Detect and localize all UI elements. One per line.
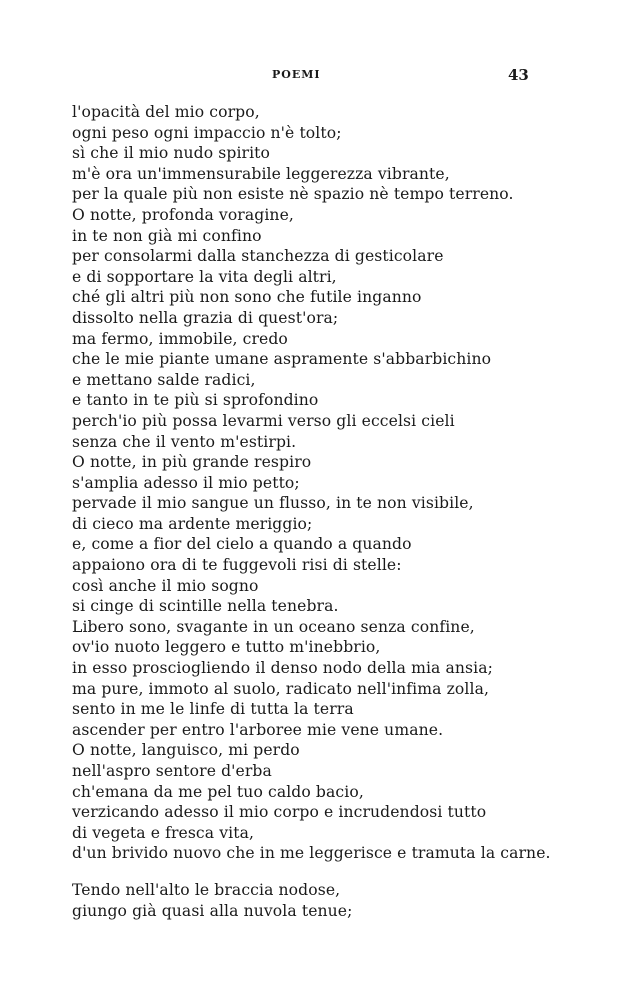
verse-line: e mettano salde radici, bbox=[72, 370, 256, 389]
verse-line: s'amplia adesso il mio petto; bbox=[72, 473, 300, 492]
verse-line: ch'emana da me pel tuo caldo bacio, bbox=[72, 782, 364, 801]
verse-line: che le mie piante umane aspramente s'abbarbichino bbox=[72, 350, 492, 369]
verse-line: pervade il mio sangue un flusso, in te non visibile, bbox=[72, 494, 474, 513]
verse-line: ché gli altri più non sono che futile inganno bbox=[72, 288, 422, 307]
verse-line: in esso prosciogliendo il denso nodo della mia ansia; bbox=[72, 659, 493, 678]
verse-line: per consolarmi dalla stanchezza di gesticolare bbox=[72, 247, 444, 266]
verse-line: sì che il mio nudo spirito bbox=[72, 144, 271, 163]
verse-line: di cieco ma ardente meriggio; bbox=[72, 514, 313, 533]
verse-line: O notte, profonda voragine, bbox=[72, 205, 294, 224]
verse-line: appaiono ora di te fuggevoli risi di stelle: bbox=[72, 556, 402, 575]
verse-line: ov'io nuoto leggero e tutto m'inebbrio, bbox=[72, 638, 381, 657]
verse-line: per la quale più non esiste nè spazio nè tempo terreno. bbox=[72, 185, 514, 204]
verse-line: verzicando adesso il mio corpo e incrudendosi tutto bbox=[72, 803, 487, 822]
verse-line: così anche il mio sogno bbox=[72, 576, 259, 595]
verse-line: senza che il vento m'estirpi. bbox=[72, 432, 297, 451]
verse-line: si cinge di scintille nella tenebra. bbox=[72, 597, 339, 616]
verse-line: in te non già mi confino bbox=[72, 226, 262, 245]
running-title: POEMI bbox=[272, 68, 321, 81]
verse-line: O notte, languisco, mi perdo bbox=[72, 741, 300, 760]
verse-line: O notte, in più grande respiro bbox=[72, 453, 312, 472]
verse-line: dissolto nella grazia di quest'ora; bbox=[72, 308, 339, 327]
verse-line: giungo già quasi alla nuvola tenue; bbox=[72, 901, 353, 920]
verse-line: sento in me le linfe di tutta la terra bbox=[72, 700, 354, 719]
verse-line: di vegeta e fresca vita, bbox=[72, 823, 255, 842]
verse-line: e di sopportare la vita degli altri, bbox=[72, 267, 337, 286]
running-head bbox=[0, 68, 640, 88]
verse-line: m'è ora un'immensurabile leggerezza vibrante, bbox=[72, 164, 450, 183]
page-number: 43 bbox=[508, 66, 529, 84]
verse-line: nell'aspro sentore d'erba bbox=[72, 762, 272, 780]
verse-line: e tanto in te più si sprofondino bbox=[72, 391, 319, 410]
verse-line: ma fermo, immobile, credo bbox=[72, 329, 288, 348]
stanza-2 bbox=[72, 880, 632, 921]
verse-line: perch'io più possa levarmi verso gli eccelsi cieli bbox=[72, 411, 455, 430]
verse-line: l'opacità del mio corpo, bbox=[72, 103, 260, 121]
verse-line: Tendo nell'alto le braccia nodose, bbox=[72, 881, 341, 899]
verse-line: ogni peso ogni impaccio n'è tolto; bbox=[72, 123, 342, 142]
verse-line: Libero sono, svagante in un oceano senza confine, bbox=[72, 617, 475, 636]
verse-line: d'un brivido nuovo che in me leggerisce e tramuta la carne. bbox=[72, 844, 551, 863]
verse-line: e, come a fior del cielo a quando a quando bbox=[72, 535, 412, 554]
stanza-1 bbox=[72, 102, 632, 864]
verse-line: ascender per entro l'arboree mie vene umane. bbox=[72, 720, 444, 739]
verse-line: ma pure, immoto al suolo, radicato nell'infima zolla, bbox=[72, 679, 490, 698]
